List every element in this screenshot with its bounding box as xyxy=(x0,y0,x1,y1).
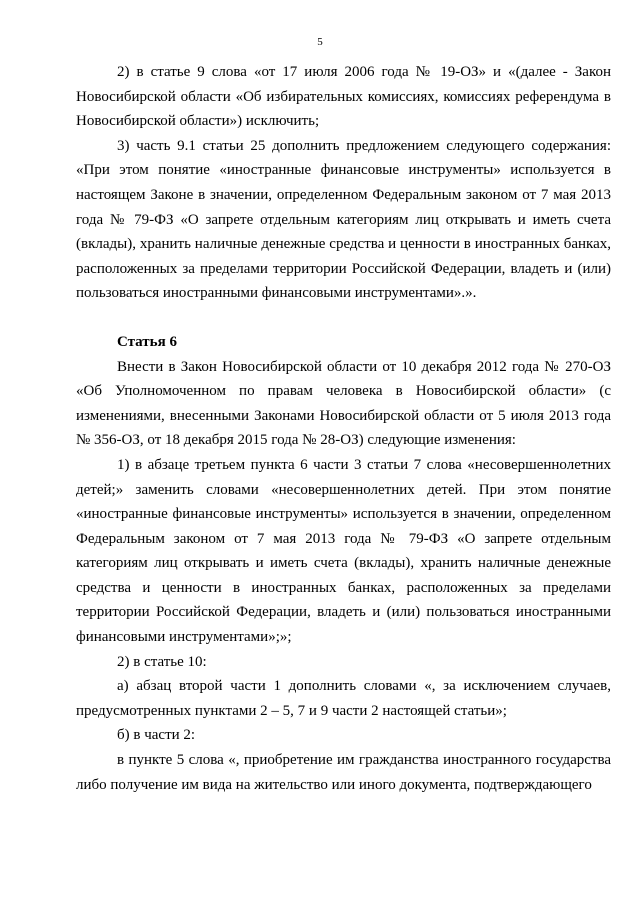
paragraph-point-5: в пункте 5 слова «, приобретение им гражданства иностранного государства либо получение им вида на жительство или иного документа, подтверждающего xyxy=(76,752,611,793)
paragraph-item-2: 2) в статье 9 слова «от 17 июля 2006 года № 19-ОЗ» и «(далее - Закон Новосибирской области «Об избирательных комиссиях, комиссиях референдума в Новосибирской области») исключить; xyxy=(76,64,611,130)
page-number: 5 xyxy=(317,36,323,48)
paragraph-subitem-a: а) абзац второй части 1 дополнить словами «, за исключением случаев, предусмотренных пунктами 2 – 5, 7 и 9 части 2 настоящей статьи»; xyxy=(76,678,611,719)
paragraph-item-3: 3) часть 9.1 статьи 25 дополнить предложением следующего содержания: «При этом понятие «иностранные финансовые инструменты» используется в настоящем Законе в значении, определенном Федеральным законом от 7 мая 2013 года № 79-ФЗ «О запрете отдельным категориям лиц открывать и иметь счета (вклады), хранить наличные денежные средства и ценности в иностранных банках, расположенных за пределами территории Российской Федерации, владеть и (или) пользоваться иностранными финансовыми инструментами».». xyxy=(76,137,611,302)
paragraph-item-2-article10: 2) в статье 10: xyxy=(117,653,207,670)
document-body xyxy=(76,60,611,797)
paragraph-item-1: 1) в абзаце третьем пункта 6 части 3 статьи 7 слова «несовершеннолетних детей;» заменить словами «несовершеннолетних детей. При этом понятие «иностранные финансовые инструменты» используется в значении, определенном Федеральным законом от 7 мая 2013 года № 79-ФЗ «О запрете отдельным категориям лиц открывать и иметь счета (вклады), хранить наличные денежные средства и ценности в иностранных банках, расположенных за пределами территории Российской Федерации, владеть и (или) пользоваться иностранными финансовыми инструментами»;»; xyxy=(76,456,611,646)
paragraph-intro: Внести в Закон Новосибирской области от 10 декабря 2012 года № 270-ОЗ «Об Уполномоченном по правам человека в Новосибирской области» (с изменениями, внесенными Законами Новосибирской области от 5 июля 2013 года № 356-ОЗ, от 18 декабря 2015 года № 28-ОЗ) следующие изменения: xyxy=(76,358,611,449)
article-heading: Статья 6 xyxy=(117,333,177,350)
paragraph-subitem-b: б) в части 2: xyxy=(117,727,196,744)
